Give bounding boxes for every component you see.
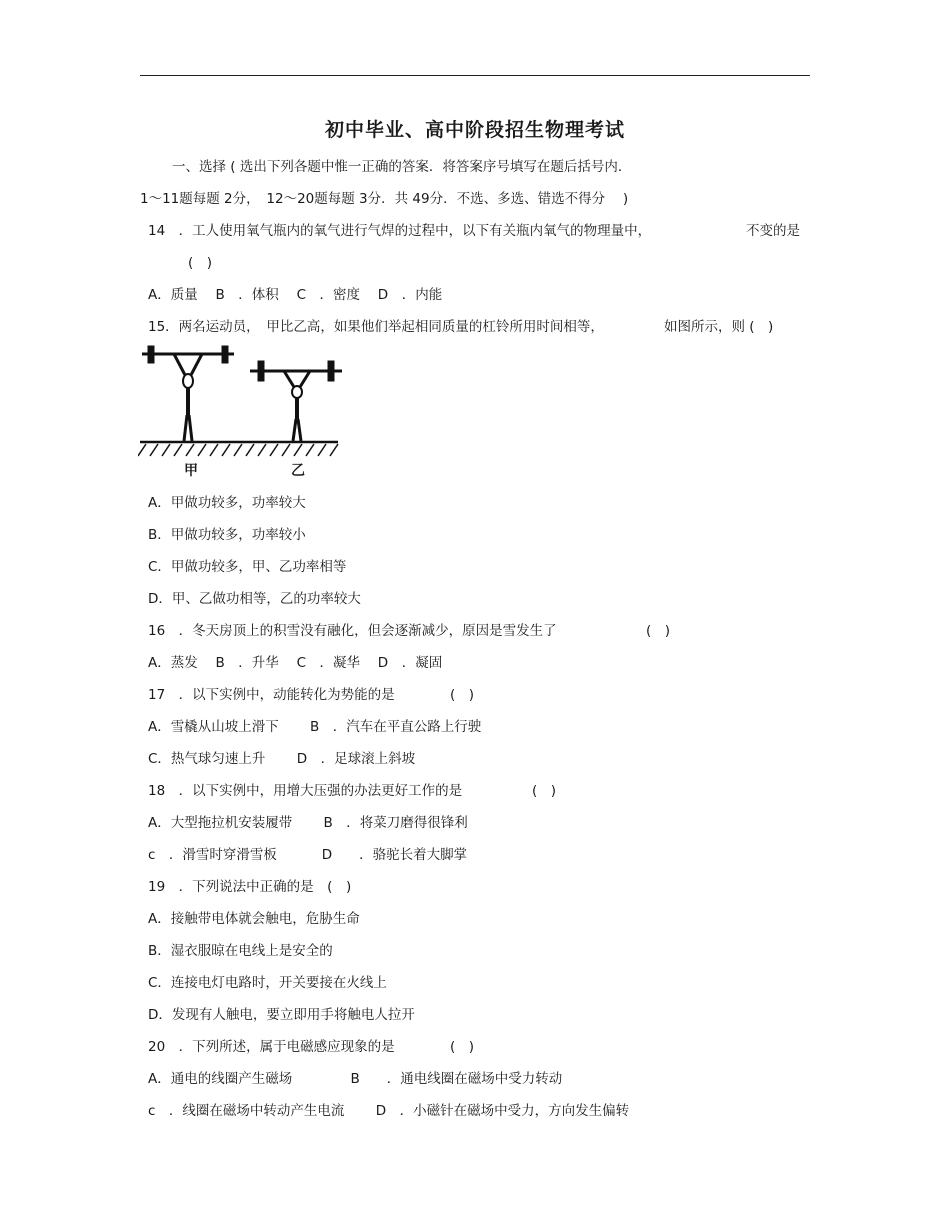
q19-option-b: B．湿衣服晾在电线上是安全的 bbox=[148, 943, 333, 959]
q17-stem: 17 ．以下实例中，动能转化为势能的是 bbox=[148, 687, 395, 703]
q18-options-ab: A．大型拖拉机安装履带 B ．将菜刀磨得很锋利 bbox=[148, 815, 468, 831]
q19-option-d: D．发现有人触电，要立即用手将触电人拉开 bbox=[148, 1007, 415, 1023]
q16-stem: 16 ．冬天房顶上的积雪没有融化，但会逐渐减少，原因是雪发生了 bbox=[148, 623, 557, 639]
instructions-line-2: 1～11题每题 2分， 12～20题每题 3分．共 49分．不选、多选、错选不得分 ) bbox=[140, 191, 629, 207]
q16-options: A．蒸发 B ．升华 C ．凝华 D ．凝固 bbox=[148, 655, 443, 671]
q14-bracket: ( ) bbox=[188, 255, 213, 271]
q17-options-cd: C．热气球匀速上升 D ．足球滚上斜坡 bbox=[148, 751, 416, 767]
q18-stem: 18 ．以下实例中，用增大压强的办法更好工作的是 bbox=[148, 783, 463, 799]
lifter-jia bbox=[142, 346, 234, 441]
q19-option-a: A．接触带电体就会触电，危胁生命 bbox=[148, 911, 360, 927]
q15-stem-end: 如图所示，则 ( ) bbox=[664, 319, 774, 335]
q19-stem: 19 ．下列说法中正确的是 ( ) bbox=[148, 879, 352, 895]
weightlifters-illustration bbox=[138, 345, 343, 480]
q14-stem-end: 不变的是 bbox=[746, 223, 800, 239]
q18-bracket: ( ) bbox=[532, 783, 557, 799]
q17-options-ab: A．雪橇从山坡上滑下 B ．汽车在平直公路上行驶 bbox=[148, 719, 482, 735]
q20-stem: 20 ．下列所述，属于电磁感应现象的是 bbox=[148, 1039, 395, 1055]
q20-options-cd: c ．线圈在磁场中转动产生电流 D ．小磁针在磁场中受力，方向发生偏转 bbox=[148, 1103, 630, 1119]
weightlifters-figure bbox=[138, 345, 343, 484]
q17-bracket: ( ) bbox=[450, 687, 475, 703]
q15-option-a: A．甲做功较多，功率较大 bbox=[148, 495, 306, 511]
page-title: 初中毕业、高中阶段招生物理考试 bbox=[324, 119, 625, 141]
q14-stem: 14 ．工人使用氧气瓶内的氧气进行气焊的过程中，以下有关瓶内氧气的物理量中， bbox=[148, 223, 652, 239]
q15-stem: 15．两名运动员， 甲比乙高，如果他们举起相同质量的杠铃所用时间相等， bbox=[148, 319, 604, 335]
figure-label-jia: 甲 bbox=[184, 463, 198, 479]
q20-options-ab: A．通电的线圈产生磁场 B ．通电线圈在磁场中受力转动 bbox=[148, 1071, 563, 1087]
figure-label-yi: 乙 bbox=[291, 463, 305, 479]
lifter-yi bbox=[250, 361, 342, 441]
q19-option-c: C．连接电灯电路时，开关要接在火线上 bbox=[148, 975, 387, 991]
q20-bracket: ( ) bbox=[450, 1039, 475, 1055]
q18-options-cd: c ．滑雪时穿滑雪板 D ．骆驼长着大脚掌 bbox=[148, 847, 468, 863]
q15-option-c: C．甲做功较多，甲、乙功率相等 bbox=[148, 559, 347, 575]
q14-options: A．质量 B ．体积 C ．密度 D ．内能 bbox=[148, 287, 443, 303]
q15-option-b: B．甲做功较多，功率较小 bbox=[148, 527, 306, 543]
q16-bracket: ( ) bbox=[646, 623, 671, 639]
instructions-line-1: 一、选择 ( 选出下列各题中惟一正确的答案．将答案序号填写在题后括号内． bbox=[172, 159, 632, 175]
q15-option-d: D．甲、乙做功相等，乙的功率较大 bbox=[148, 591, 361, 607]
header-rule bbox=[140, 75, 810, 76]
